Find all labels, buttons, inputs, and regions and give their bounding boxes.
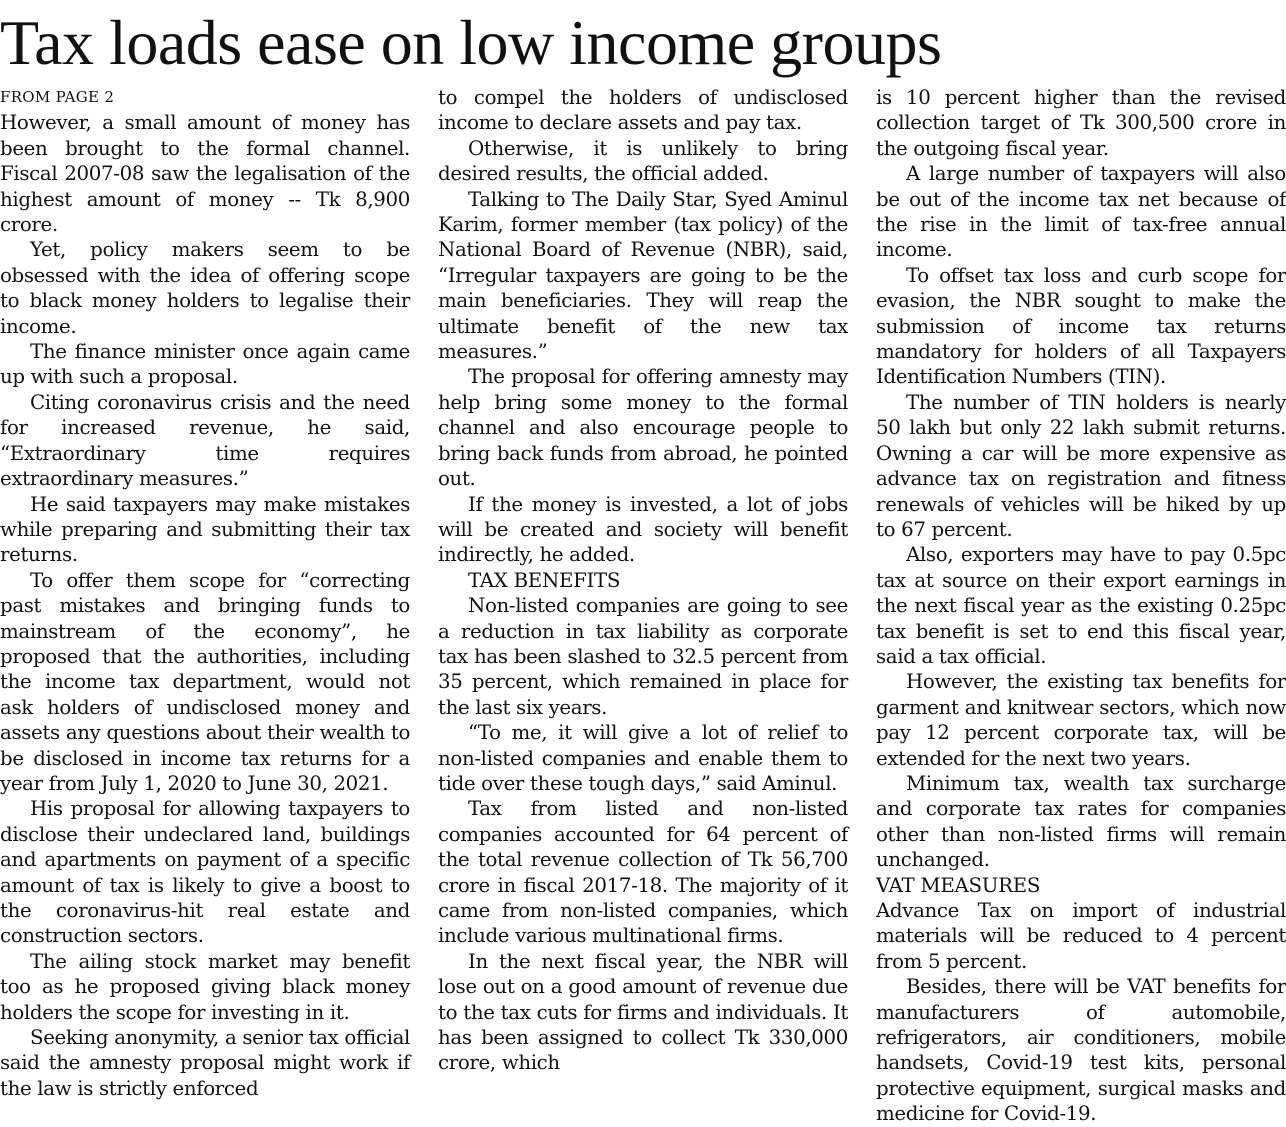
paragraph: Minimum tax, wealth tax surcharge and corporate tax rates for companies other than non-listed firms will remain unchanged. <box>876 771 1286 872</box>
subhead-vat-measures: VAT MEASURES <box>876 873 1041 897</box>
paragraph: However, the existing tax benefits for garment and knitwear sectors, which now pay 12 percent corporate tax, will be extended for the next two years. <box>876 670 1286 770</box>
paragraph: Citing coronavirus crisis and the need for increased revenue, he said, “Extraordinary time requires extraordinary measures.” <box>0 390 410 491</box>
paragraph: The number of TIN holders is nearly 50 lakh but only 22 lakh submit returns. Owning a car will be more expensive as advance tax on registration and fitness renewals of vehicles will be hiked by up to 67 percent. <box>876 390 1286 541</box>
article-headline: Tax loads ease on low income groups <box>0 7 942 78</box>
paragraph: In the next fiscal year, the NBR will lose out on a good amount of revenue due to the tax cuts for firms and individuals. It has been assigned to collect Tk 330,000 crore, which <box>438 949 848 1075</box>
paragraph: Seeking anonymity, a senior tax official said the amnesty proposal might work if the law is strictly enforced <box>0 1026 410 1100</box>
paragraph: to compel the holders of undisclosed income to declare assets and pay tax. <box>438 86 848 135</box>
paragraph: He said taxpayers may make mistakes while preparing and submitting their tax returns. <box>0 492 410 567</box>
article-column-3 <box>876 85 1286 1127</box>
paragraph: A large number of taxpayers will also be out of the income tax net because of the rise in the limit of tax-free annual income. <box>876 162 1286 262</box>
dateline: FROM PAGE 2 <box>0 88 115 106</box>
paragraph: However, a small amount of money has been brought to the formal channel. Fiscal 2007-08 saw the legalisation of the highest amount of money -- Tk 8,900 crore. <box>0 111 410 237</box>
article-column-1 <box>0 85 410 1101</box>
paragraph: Advance Tax on import of industrial materials will be reduced to 4 percent from 5 percent. <box>876 899 1286 973</box>
paragraph: Yet, policy makers seem to be obsessed with the idea of offering scope to black money holders to legalise their income. <box>0 238 410 338</box>
paragraph: “To me, it will give a lot of relief to non-listed companies and enable them to tide over these tough days,” said Aminul. <box>438 721 848 795</box>
paragraph: The ailing stock market may benefit too as he proposed giving black money holders the scope for investing in it. <box>0 949 410 1024</box>
paragraph: To offer them scope for “correcting past mistakes and bringing funds to mainstream of the economy”, he proposed that the authorities, including the income tax department, would not ask holders of undisclosed money and assets any questions about their wealth to be disclosed in income tax returns for a year from July 1, 2020 to June 30, 2021. <box>0 568 410 795</box>
paragraph: To offset tax loss and curb scope for evasion, the NBR sought to make the submission of income tax returns mandatory for holders of all Taxpayers Identification Numbers (TIN). <box>876 263 1286 389</box>
paragraph: The finance minister once again came up with such a proposal. <box>0 340 410 389</box>
paragraph: His proposal for allowing taxpayers to disclose their undeclared land, buildings and apartments on payment of a specific amount of tax is likely to give a boost to the coronavirus-hit real estate and construction sectors. <box>0 797 410 948</box>
article-column-2 <box>438 85 848 1076</box>
subhead-tax-benefits: TAX BENEFITS <box>468 568 621 592</box>
paragraph: If the money is invested, a lot of jobs will be created and society will benefit indirectly, he added. <box>438 492 848 567</box>
paragraph: is 10 percent higher than the revised collection target of Tk 300,500 crore in the outgoing fiscal year. <box>876 86 1286 160</box>
paragraph: Besides, there will be VAT benefits for manufacturers of automobile, refrigerators, air conditioners, mobile handsets, Covid-19 test kits, personal protective equipment, surgical masks and medicine for Covid-19. <box>876 975 1286 1126</box>
paragraph: The proposal for offering amnesty may help bring some money to the formal channel and also encourage people to bring back funds from abroad, he pointed out. <box>438 365 848 491</box>
paragraph: Non-listed companies are going to see a reduction in tax liability as corporate tax has been slashed to 32.5 percent from 35 percent, which remained in place for the last six years. <box>438 594 848 719</box>
paragraph: Tax from listed and non-listed companies accounted for 64 percent of the total revenue collection of Tk 56,700 crore in fiscal 2017-18. The majority of it came from non-listed companies, which include various multinational firms. <box>438 797 848 948</box>
paragraph: Otherwise, it is unlikely to bring desired results, the official added. <box>438 136 848 186</box>
paragraph: Talking to The Daily Star, Syed Aminul Karim, former member (tax policy) of the National Board of Revenue (NBR), said, “Irregular taxpayers are going to be the main beneficiaries. They will reap the ultimate benefit of the new tax measures.” <box>438 187 848 364</box>
paragraph: Also, exporters may have to pay 0.5pc tax at source on their export earnings in the next fiscal year as the existing 0.25pc tax benefit is set to end this fiscal year, said a tax official. <box>876 543 1286 668</box>
